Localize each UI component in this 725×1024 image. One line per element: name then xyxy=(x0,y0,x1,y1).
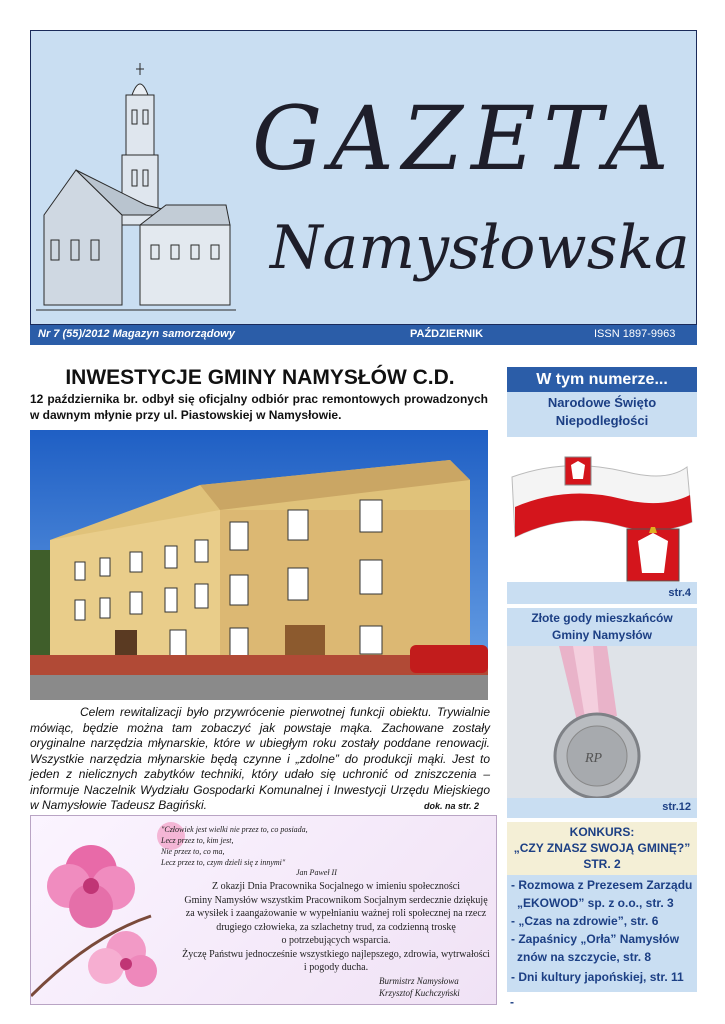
issue-number: Nr 7 (55)/2012 Magazyn samorządowy xyxy=(38,328,235,340)
message-line: o potrzebujących wsparcia. xyxy=(281,935,391,946)
list-item: - Zapaśnicy „Orła” Namysłów xyxy=(511,932,680,946)
signature-title: Burmistrz Namysłowa xyxy=(379,976,459,986)
list-item: „EKOWOD” sp. z o.o., str. 3 xyxy=(517,896,674,910)
message-line: za wysiłek i zaangażowanie w wypełnianiu ważnej roli społecznej na rzecz xyxy=(185,908,487,919)
page-ref: str.4 xyxy=(668,587,691,599)
contest-box xyxy=(507,822,697,875)
contents-header: W tym numerze... xyxy=(507,367,697,392)
medal-emblem: RP xyxy=(585,751,603,766)
article-lead: 12 października br. odbył się oficjalny odbiór prac remontowych prowadzonych w dawnym młynie przy ul. Piastowskiej w Namysłowie. xyxy=(30,392,488,422)
issue-info-bar xyxy=(30,325,697,345)
list-item: - Rozmowa z Prezesem Zarządu xyxy=(511,878,693,892)
polish-flag-image xyxy=(507,437,697,582)
contest-page: STR. 2 xyxy=(583,857,621,871)
quote-line: Lecz przez to, czym dzieli się z innymi" xyxy=(161,858,286,867)
contest-question: „CZY ZNASZ SWOJĄ GMINĘ?” xyxy=(513,841,691,855)
quote-line: "Człowiek jest wielki nie przez to, co posiada, xyxy=(161,825,308,834)
mill-building-photo xyxy=(30,430,488,700)
article-title: INWESTYCJE GMINY NAMYSŁÓW C.D. xyxy=(65,366,455,389)
independence-day-section xyxy=(507,392,697,604)
quote-line: Nie przez to, co ma, xyxy=(161,847,225,856)
medal-image xyxy=(507,646,697,798)
masthead-title: GAZETA xyxy=(252,87,677,190)
article-body: Celem rewitalizacji było przywrócenie pierwotnej funkcji obiektu. Trywialnie mówiąc, będzie można tam zobaczyć jak powstaje mąka. Zachowane zostały oryginalne narzędzia młynarskie, które w ubiegłym roku zostały poddane renowacji. Wszystkie narzędzia młynarskie będą czynne i „zdolne” do produkcji mąki. Jest to jeden z nielicznych zabytków techniki, który udało się uchronić od zniszczenia – informuje Naczelnik Wydziału Gospodarki Komunalnej i Inwestycji Urzędu Miejskiego w Namysłowie Tadeusz Bagiński. xyxy=(30,705,490,812)
message-line: drugiego człowieka, za szlachetny trud, za codzienną troskę xyxy=(216,921,456,933)
section-title-line: Gminy Namysłów xyxy=(551,628,653,642)
greeting-message xyxy=(181,880,491,975)
message-line: Z okazji Dnia Pracownika Socjalnego w imieniu społeczności xyxy=(212,881,460,892)
issn: ISSN 1897-9963 xyxy=(594,328,676,340)
section-title-line: Złote gody mieszkańców xyxy=(531,611,673,625)
signature-name: Krzysztof Kuchczyński xyxy=(379,988,460,998)
list-item: znów na szczycie, str. 8 xyxy=(517,950,652,964)
message-line: i pogody ducha. xyxy=(303,962,369,973)
contents-list xyxy=(507,875,697,992)
issue-month: PAŹDZIERNIK xyxy=(410,328,484,340)
quote-author: Jan Paweł II xyxy=(296,868,337,877)
masthead-subtitle: Namysłowska xyxy=(270,213,690,283)
quote xyxy=(161,824,308,868)
church-tower-sketch xyxy=(36,55,236,320)
list-item: - „Czas na zdrowie”, str. 6 xyxy=(511,914,659,928)
social-workers-greeting-card xyxy=(30,815,497,1005)
quote-line: Lecz przez to, kim jest, xyxy=(161,836,234,845)
list-item: - xyxy=(510,995,514,1009)
section-title-line: Niepodległości xyxy=(555,413,649,428)
list-item: - Dni kultury japońskiej, str. 11 xyxy=(511,970,684,984)
message-line: Gminy Namysłów wszystkim Pracownikom Socjalnym serdecznie dziękuję xyxy=(184,894,488,906)
message-line: Życzę Państwu jednocześnie wszystkiego najlepszego, zdrowia, wytrwałości xyxy=(182,948,490,960)
page-ref: str.12 xyxy=(662,801,691,813)
golden-anniversary-section xyxy=(507,608,697,818)
continued-reference: dok. na str. 2 xyxy=(424,801,480,811)
contest-label: KONKURS: xyxy=(569,825,635,839)
section-title-line: Narodowe Święto xyxy=(547,395,657,410)
